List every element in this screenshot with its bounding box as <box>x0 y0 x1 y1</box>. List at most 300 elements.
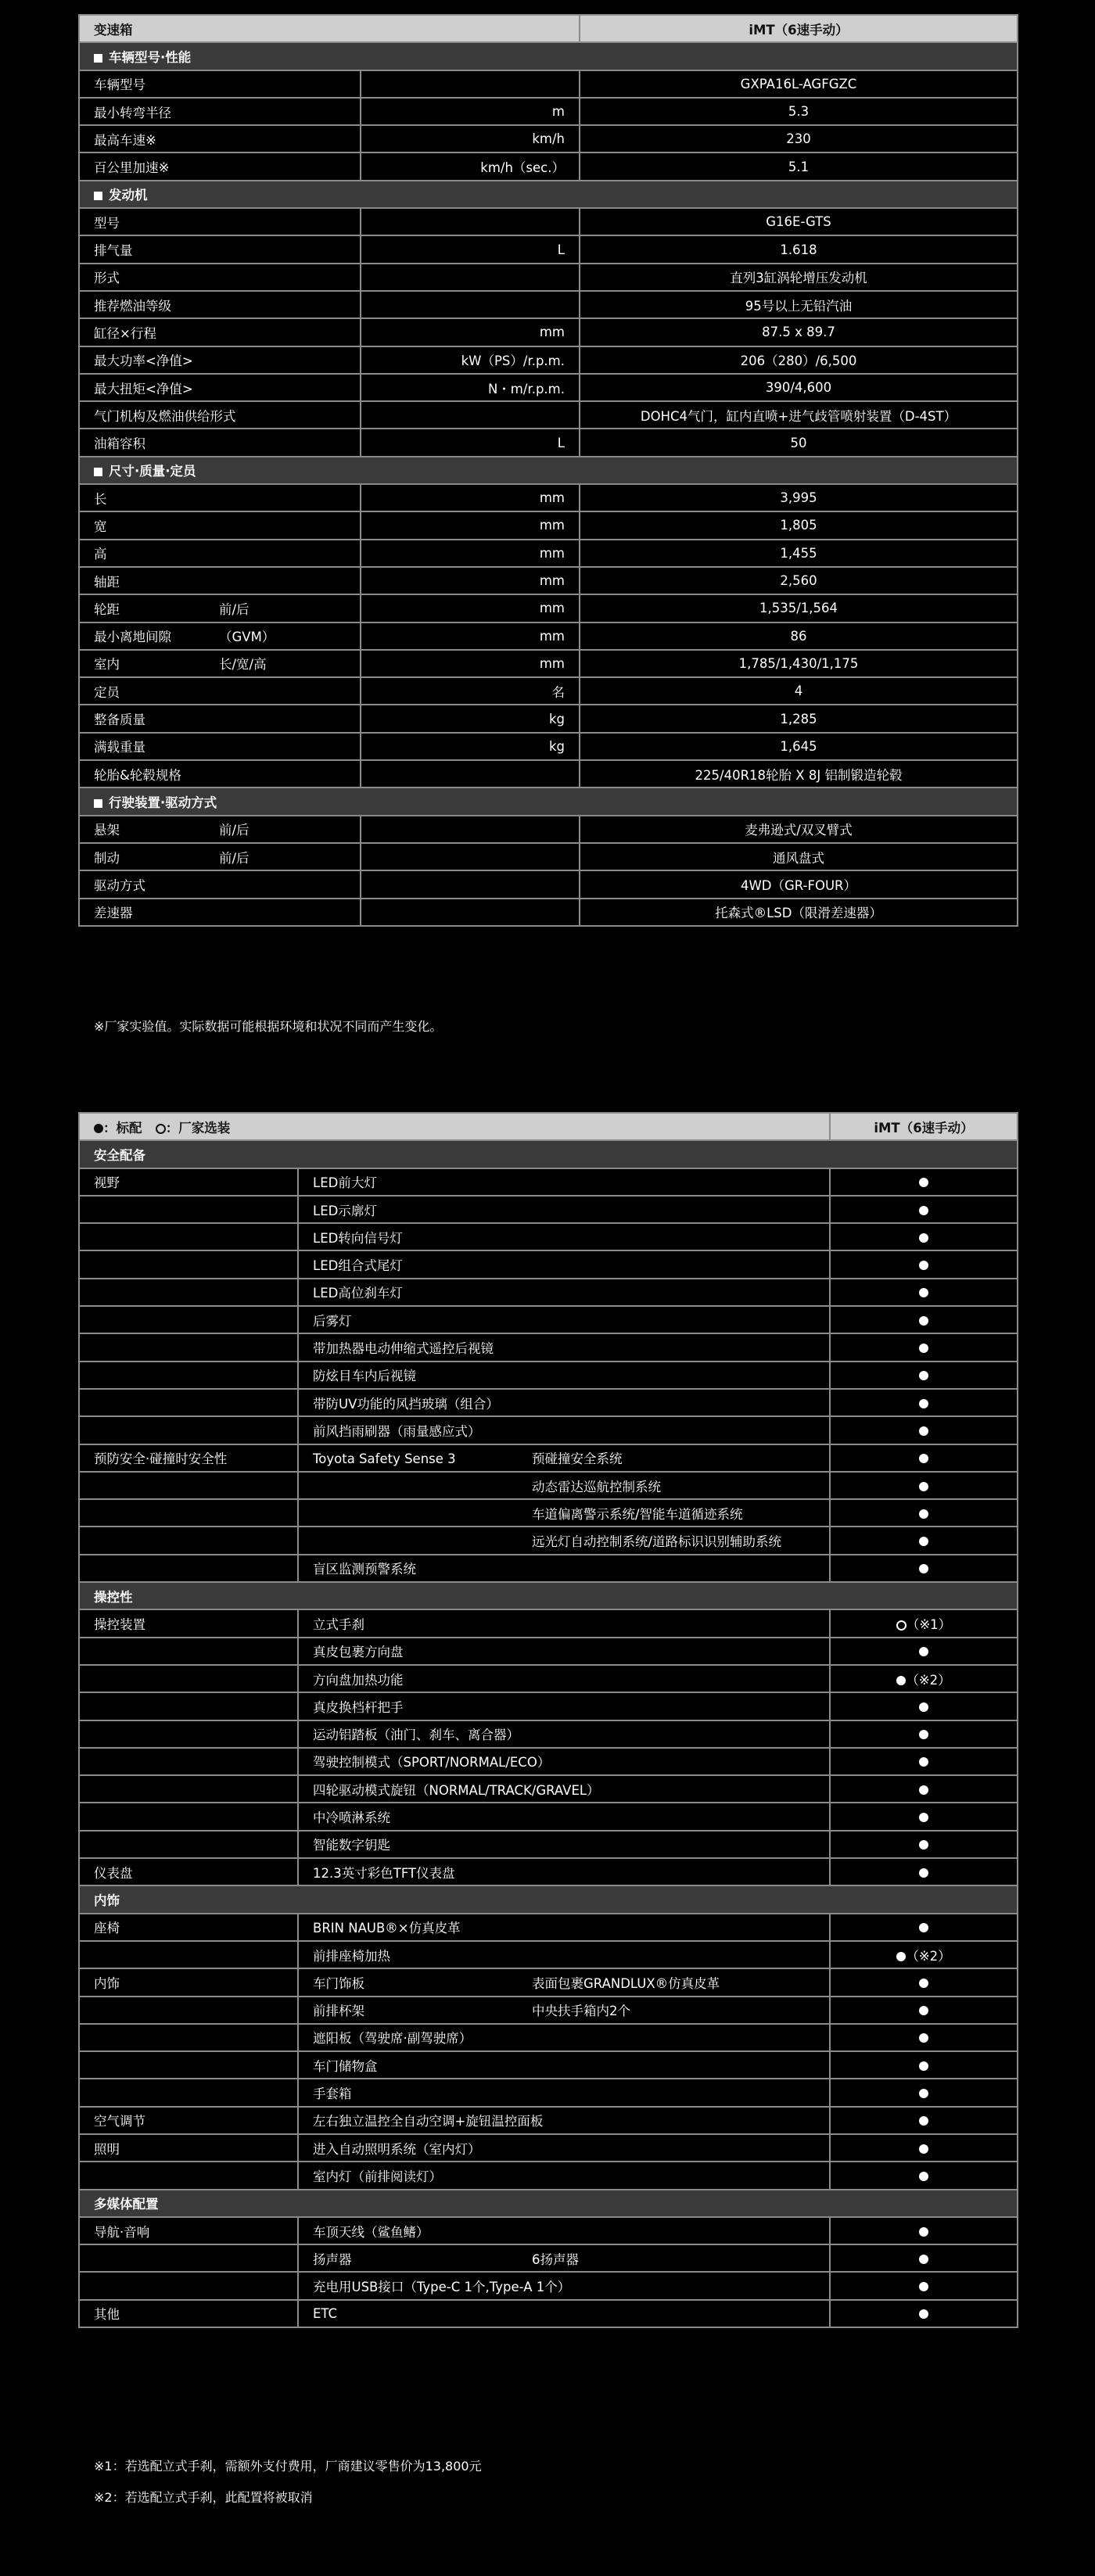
equipment-category <box>79 1362 298 1389</box>
spec-header-value: iMT（6速手动） <box>580 15 1018 42</box>
spec-label-cell <box>79 235 361 263</box>
equipment-mark-cell <box>830 1444 1018 1472</box>
equipment-mark-cell <box>830 2134 1018 2162</box>
spec-label: 长 <box>94 491 107 507</box>
spec-value: 5.1 <box>580 152 1018 180</box>
equipment-category <box>79 1223 298 1250</box>
equipment-row <box>79 1196 1018 1223</box>
standard-dot-icon <box>919 1482 928 1491</box>
spec-value: 1.618 <box>580 235 1018 263</box>
equipment-row <box>79 1831 1018 1858</box>
equipment-category <box>79 1416 298 1444</box>
equipment-category <box>79 1389 298 1416</box>
equipment-item-cell <box>298 2300 830 2327</box>
equipment-item-cell <box>298 1499 830 1527</box>
spec-row <box>79 677 1018 705</box>
equipment-item: LED组合式尾灯 <box>313 1258 403 1274</box>
equipment-item-cell <box>298 2051 830 2079</box>
equipment-mark-cell <box>830 1803 1018 1830</box>
spec-unit: kg <box>361 733 580 760</box>
spec-unit: kW（PS）/r.p.m. <box>361 346 580 374</box>
spec-label: 定员 <box>94 684 120 700</box>
spec-label-cell <box>79 401 361 429</box>
spec-value: 1,645 <box>580 733 1018 760</box>
equipment-category <box>79 2244 298 2272</box>
spec-row <box>79 843 1018 870</box>
equipment-item-cell <box>298 1858 830 1885</box>
standard-dot-icon <box>919 1757 928 1767</box>
spec-unit: kg <box>361 705 580 732</box>
equipment-mark-cell <box>830 2024 1018 2051</box>
equipment-item-cell <box>298 2244 830 2272</box>
equipment-row <box>79 2300 1018 2327</box>
spec-value: 2,560 <box>580 567 1018 594</box>
spec-section-title-text: 尺寸·质量·定员 <box>109 464 196 479</box>
spec-label-cell <box>79 870 361 898</box>
spec-unit <box>361 760 580 788</box>
standard-dot-icon <box>919 1923 928 1932</box>
spec-unit <box>361 843 580 870</box>
equipment-category: 导航·音响 <box>79 2217 298 2244</box>
standard-dot-icon <box>919 1785 928 1795</box>
standard-dot-icon <box>919 2309 928 2319</box>
spec-label-cell <box>79 511 361 539</box>
equipment-mark-cell <box>830 1250 1018 1278</box>
equipment-item-cell <box>298 2107 830 2134</box>
equipment-mark-cell <box>830 2217 1018 2244</box>
spec-row <box>79 594 1018 622</box>
equipment-mark-cell <box>830 1416 1018 1444</box>
spec-value: 95号以上无铅汽油 <box>580 291 1018 318</box>
equipment-detail: 6扬声器 <box>532 2251 579 2267</box>
equipment-mark-cell <box>830 1223 1018 1250</box>
equipment-item-cell <box>298 1968 830 1996</box>
spec-header-row <box>79 15 1018 42</box>
equipment-row <box>79 1279 1018 1306</box>
equipment-item-cell <box>298 2272 830 2299</box>
spec-unit <box>361 870 580 898</box>
standard-dot-icon <box>919 1178 928 1187</box>
spec-value: GXPA16L-AGFGZC <box>580 70 1018 98</box>
spec-label-cell <box>79 70 361 98</box>
equipment-row <box>79 2051 1018 2079</box>
equipment-section-row <box>79 1885 1018 1913</box>
spec-unit: mm <box>361 511 580 539</box>
spec-footnote: ※厂家实验值。实际数据可能根据环境和状况不同而产生变化。 <box>94 1019 443 1034</box>
equipment-mark-cell <box>830 1555 1018 1582</box>
equipment-item-cell <box>298 1362 830 1389</box>
equipment-category <box>79 1720 298 1748</box>
equipment-mark-cell <box>830 1389 1018 1416</box>
standard-dot-icon <box>919 1840 928 1849</box>
equipment-category <box>79 1279 298 1306</box>
spec-value: 3,995 <box>580 484 1018 511</box>
spec-row <box>79 484 1018 511</box>
spec-value: 1,535/1,564 <box>580 594 1018 622</box>
equipment-category: 预防安全·碰撞时安全性 <box>79 1444 298 1472</box>
equipment-category <box>79 1748 298 1775</box>
equipment-section-row <box>79 1140 1018 1168</box>
equipment-legend <box>79 1113 830 1140</box>
spec-label: 满载重量 <box>94 740 145 755</box>
equipment-row <box>79 1609 1018 1637</box>
equipment-row <box>79 1389 1018 1416</box>
equipment-item: 前风挡雨刷器（雨量感应式） <box>313 1423 481 1439</box>
spec-sublabel: 长/宽/高 <box>219 657 267 673</box>
equipment-item-cell <box>298 1831 830 1858</box>
equipment-row <box>79 1250 1018 1278</box>
equipment-mark-cell <box>830 1168 1018 1196</box>
spec-row <box>79 429 1018 456</box>
spec-label-cell <box>79 540 361 567</box>
equipment-category <box>79 1665 298 1692</box>
equipment-item: ETC <box>313 2305 338 2321</box>
spec-sublabel: （GVM） <box>219 630 275 645</box>
equipment-item: 防炫目车内后视镜 <box>313 1369 416 1384</box>
equipment-category <box>79 1941 298 1968</box>
equipment-category <box>79 2079 298 2106</box>
equipment-mark-cell <box>830 2079 1018 2106</box>
standard-dot-icon <box>919 1564 928 1573</box>
equipment-item: LED转向信号灯 <box>313 1230 403 1246</box>
equipment-row <box>79 1472 1018 1499</box>
equipment-mark-cell <box>830 1472 1018 1499</box>
equipment-row <box>79 1168 1018 1196</box>
spec-row <box>79 540 1018 567</box>
equipment-category <box>79 1638 298 1665</box>
legend-optional-label: ：厂家选装 <box>165 1120 231 1136</box>
spec-label-cell <box>79 152 361 180</box>
equipment-category <box>79 2051 298 2079</box>
spec-section-title <box>79 181 1018 208</box>
spec-row <box>79 152 1018 180</box>
spec-row <box>79 346 1018 374</box>
spec-unit: mm <box>361 594 580 622</box>
equipment-section-row <box>79 1582 1018 1609</box>
standard-dot-icon <box>919 2144 928 2154</box>
equipment-row <box>79 2134 1018 2162</box>
spec-row <box>79 235 1018 263</box>
equipment-item: 车门储物盒 <box>313 2058 378 2074</box>
equipment-detail: 车道偏离警示系统/智能车道循迹系统 <box>532 1506 743 1522</box>
equipment-category <box>79 1250 298 1278</box>
equipment-note: （※2） <box>906 1672 951 1688</box>
equipment-category <box>79 1333 298 1361</box>
standard-dot-icon <box>919 1702 928 1712</box>
equipment-item-cell <box>298 1416 830 1444</box>
spec-unit <box>361 899 580 926</box>
equipment-item: 带防UV功能的风挡玻璃（组合） <box>313 1396 499 1412</box>
standard-dot-icon <box>919 1288 928 1297</box>
equipment-category <box>79 1831 298 1858</box>
spec-label: 室内 <box>94 657 120 673</box>
spec-label-cell <box>79 899 361 926</box>
equipment-mark-cell <box>830 1609 1018 1637</box>
equipment-item-cell <box>298 1803 830 1830</box>
equipment-item: 智能数字钥匙 <box>313 1838 390 1853</box>
standard-dot-icon <box>94 1124 103 1133</box>
equipment-detail: 预碰撞安全系统 <box>532 1451 623 1467</box>
spec-unit: km/h <box>361 125 580 152</box>
spec-value: 4WD（GR-FOUR） <box>580 870 1018 898</box>
standard-dot-icon <box>919 1371 928 1380</box>
standard-dot-icon <box>896 1952 906 1961</box>
equipment-item-cell <box>298 1692 830 1720</box>
equipment-row <box>79 2024 1018 2051</box>
equipment-category: 操控装置 <box>79 1609 298 1637</box>
standard-dot-icon <box>919 1454 928 1463</box>
equipment-mark-cell <box>830 1527 1018 1554</box>
equipment-mark-cell <box>830 2272 1018 2299</box>
equipment-category <box>79 1555 298 1582</box>
spec-row <box>79 870 1018 898</box>
spec-label: 百公里加速※ <box>94 160 170 176</box>
equipment-item-cell <box>298 1720 830 1748</box>
spec-label: 缸径×行程 <box>94 325 156 341</box>
equipment-category: 其他 <box>79 2300 298 2327</box>
spec-value: 通风盘式 <box>580 843 1018 870</box>
equipment-category: 仪表盘 <box>79 1858 298 1885</box>
equipment-item-cell <box>298 1333 830 1361</box>
equipment-mark-cell <box>830 1775 1018 1803</box>
spec-label: 油箱容积 <box>94 436 145 452</box>
equipment-row <box>79 1968 1018 1996</box>
equipment-mark-cell <box>830 1831 1018 1858</box>
standard-dot-icon <box>919 1344 928 1353</box>
equipment-item: 后雾灯 <box>313 1313 352 1329</box>
equipment-item: Toyota Safety Sense 3 <box>313 1451 456 1467</box>
spec-label-cell <box>79 291 361 318</box>
equipment-category <box>79 1803 298 1830</box>
equipment-row <box>79 1306 1018 1333</box>
equipment-mark-cell <box>830 1499 1018 1527</box>
equipment-item-cell <box>298 2024 830 2051</box>
standard-dot-icon <box>919 2033 928 2043</box>
standard-dot-icon <box>919 1316 928 1326</box>
equipment-row <box>79 1444 1018 1472</box>
spec-unit: m <box>361 98 580 125</box>
equipment-mark-cell <box>830 1665 1018 1692</box>
equipment-detail: 远光灯自动控制系统/道路标识识别辅助系统 <box>532 1534 782 1550</box>
standard-dot-icon <box>919 1537 928 1546</box>
equipment-row <box>79 1858 1018 1885</box>
equipment-item: 12.3英寸彩色TFT仪表盘 <box>313 1865 455 1881</box>
spec-row <box>79 98 1018 125</box>
equipment-mark-cell <box>830 2107 1018 2134</box>
equipment-row <box>79 1333 1018 1361</box>
equipment-category: 空气调节 <box>79 2107 298 2134</box>
equipment-header-row <box>79 1113 1018 1140</box>
spec-unit: 名 <box>361 677 580 705</box>
standard-dot-icon <box>919 1730 928 1739</box>
spec-label-cell <box>79 346 361 374</box>
spec-label: 轮胎&轮毂规格 <box>94 767 181 783</box>
equipment-category <box>79 1306 298 1333</box>
equipment-mark-cell <box>830 1638 1018 1665</box>
spec-value: 直列3缸涡轮增压发动机 <box>580 264 1018 291</box>
equipment-item: 室内灯（前排阅读灯） <box>313 2169 442 2184</box>
equipment-item-cell <box>298 1609 830 1637</box>
equipment-item-cell <box>298 1941 830 1968</box>
equipment-row <box>79 2244 1018 2272</box>
equipment-mark-cell <box>830 1196 1018 1223</box>
spec-section-row <box>79 181 1018 208</box>
equipment-category <box>79 2162 298 2189</box>
equipment-category <box>79 1997 298 2024</box>
equipment-item: LED示廓灯 <box>313 1203 377 1218</box>
spec-unit <box>361 816 580 843</box>
spec-label: 最高车速※ <box>94 132 156 148</box>
legend-standard-label: ：标配 <box>103 1120 142 1136</box>
equipment-category <box>79 1472 298 1499</box>
standard-dot-icon <box>919 2089 928 2098</box>
standard-dot-icon <box>919 2116 928 2126</box>
spec-row <box>79 125 1018 152</box>
equipment-item: 四轮驱动模式旋钮（NORMAL/TRACK/GRAVEL） <box>313 1782 600 1798</box>
spec-section-title-text: 车辆型号·性能 <box>109 49 192 65</box>
equipment-mark-cell <box>830 1997 1018 2024</box>
equipment-row <box>79 1362 1018 1389</box>
spec-value: G16E-GTS <box>580 208 1018 235</box>
equipment-item: 左右独立温控全自动空调+旋钮温控面板 <box>313 2114 544 2129</box>
optional-circle-icon <box>896 1620 907 1631</box>
spec-label: 排气量 <box>94 243 133 259</box>
equipment-item-cell <box>298 1250 830 1278</box>
standard-dot-icon <box>919 1813 928 1822</box>
square-bullet-icon <box>94 54 102 63</box>
equipment-section-row <box>79 2190 1018 2217</box>
equipment-mark-cell <box>830 1362 1018 1389</box>
equipment-row <box>79 1692 1018 1720</box>
spec-row <box>79 650 1018 677</box>
spec-label: 最大扭矩<净值> <box>94 381 193 396</box>
spec-row <box>79 374 1018 401</box>
spec-label: 制动 <box>94 850 120 866</box>
standard-dot-icon <box>919 2282 928 2291</box>
spec-label-cell <box>79 208 361 235</box>
equipment-item: 盲区监测预警系统 <box>313 1562 416 1577</box>
equipment-item: 充电用USB接口（Type-C 1个,Type-A 1个） <box>313 2280 571 2295</box>
equipment-detail: 中央扶手箱内2个 <box>532 2004 630 2019</box>
spec-label-cell <box>79 125 361 152</box>
equipment-item-cell <box>298 1389 830 1416</box>
spec-row <box>79 511 1018 539</box>
equipment-row <box>79 1665 1018 1692</box>
spec-unit: mm <box>361 484 580 511</box>
equipment-row <box>79 1775 1018 1803</box>
equipment-category: 照明 <box>79 2134 298 2162</box>
square-bullet-icon <box>94 799 102 808</box>
equipment-mark-cell <box>830 2162 1018 2189</box>
equipment-row <box>79 1499 1018 1527</box>
spec-label-cell <box>79 677 361 705</box>
spec-row <box>79 816 1018 843</box>
spec-label-cell <box>79 98 361 125</box>
equipment-row <box>79 1914 1018 1941</box>
equipment-category <box>79 1692 298 1720</box>
spec-label-cell <box>79 429 361 456</box>
equipment-item: 带加热器电动伸缩式遥控后视镜 <box>313 1341 494 1357</box>
equipment-row <box>79 1748 1018 1775</box>
equipment-item-cell <box>298 1555 830 1582</box>
spec-section-title-text: 发动机 <box>109 188 148 203</box>
spec-header-label: 变速箱 <box>79 15 580 42</box>
equipment-section-title: 内饰 <box>79 1885 1018 1913</box>
equipment-item: 前排座椅加热 <box>313 1948 390 1964</box>
standard-dot-icon <box>919 2061 928 2071</box>
equipment-item: 手套箱 <box>313 2086 352 2102</box>
spec-label: 轮距 <box>94 601 120 617</box>
spec-label: 差速器 <box>94 906 133 921</box>
spec-row <box>79 264 1018 291</box>
spec-section-title <box>79 788 1018 815</box>
spec-unit <box>361 264 580 291</box>
equipment-item: LED前大灯 <box>313 1175 377 1191</box>
spec-label: 驱动方式 <box>94 877 145 893</box>
equipment-category: 视野 <box>79 1168 298 1196</box>
spec-row <box>79 733 1018 760</box>
spec-label-cell <box>79 622 361 650</box>
equipment-category <box>79 1196 298 1223</box>
equipment-row <box>79 2217 1018 2244</box>
equipment-item-cell <box>298 1472 830 1499</box>
spec-section-title <box>79 457 1018 484</box>
standard-dot-icon <box>919 1426 928 1436</box>
equipment-item-cell <box>298 1168 830 1196</box>
spec-label: 悬架 <box>94 823 120 838</box>
standard-dot-icon <box>919 1261 928 1270</box>
equipment-item: 立式手刹 <box>313 1616 364 1632</box>
equipment-item: 前排杯架 <box>313 2004 364 2019</box>
standard-dot-icon <box>919 1979 928 1988</box>
equipment-row <box>79 1416 1018 1444</box>
spec-value: 390/4,600 <box>580 374 1018 401</box>
equipment-row <box>79 1997 1018 2024</box>
equipment-row <box>79 1803 1018 1830</box>
equipment-category <box>79 1527 298 1554</box>
spec-unit: mm <box>361 622 580 650</box>
equipment-row <box>79 2272 1018 2299</box>
equipment-mark-cell <box>830 2051 1018 2079</box>
spec-unit <box>361 291 580 318</box>
equipment-row <box>79 2079 1018 2106</box>
spec-row <box>79 318 1018 346</box>
equipment-item-cell <box>298 1527 830 1554</box>
equipment-item: 运动铝踏板（油门、刹车、离合器） <box>313 1727 519 1743</box>
spec-section-row <box>79 788 1018 815</box>
spec-value: 225/40R18轮胎 X 8J 铝制锻造轮毂 <box>580 760 1018 788</box>
spec-label-cell <box>79 374 361 401</box>
spec-row <box>79 291 1018 318</box>
equipment-item: 方向盘加热功能 <box>313 1672 404 1688</box>
standard-dot-icon <box>919 2255 928 2264</box>
spec-value: 1,285 <box>580 705 1018 732</box>
standard-dot-icon <box>919 1509 928 1519</box>
equipment-mark-cell <box>830 1720 1018 1748</box>
standard-dot-icon <box>919 1647 928 1656</box>
spec-unit <box>361 208 580 235</box>
spec-row <box>79 705 1018 732</box>
standard-dot-icon <box>919 1868 928 1878</box>
equipment-category <box>79 1775 298 1803</box>
equipment-note: （※2） <box>906 1948 951 1964</box>
spec-unit: mm <box>361 567 580 594</box>
spec-value: 1,805 <box>580 511 1018 539</box>
spec-label-cell <box>79 843 361 870</box>
spec-label-cell <box>79 318 361 346</box>
spec-label-cell <box>79 484 361 511</box>
equipment-item-cell <box>298 1196 830 1223</box>
